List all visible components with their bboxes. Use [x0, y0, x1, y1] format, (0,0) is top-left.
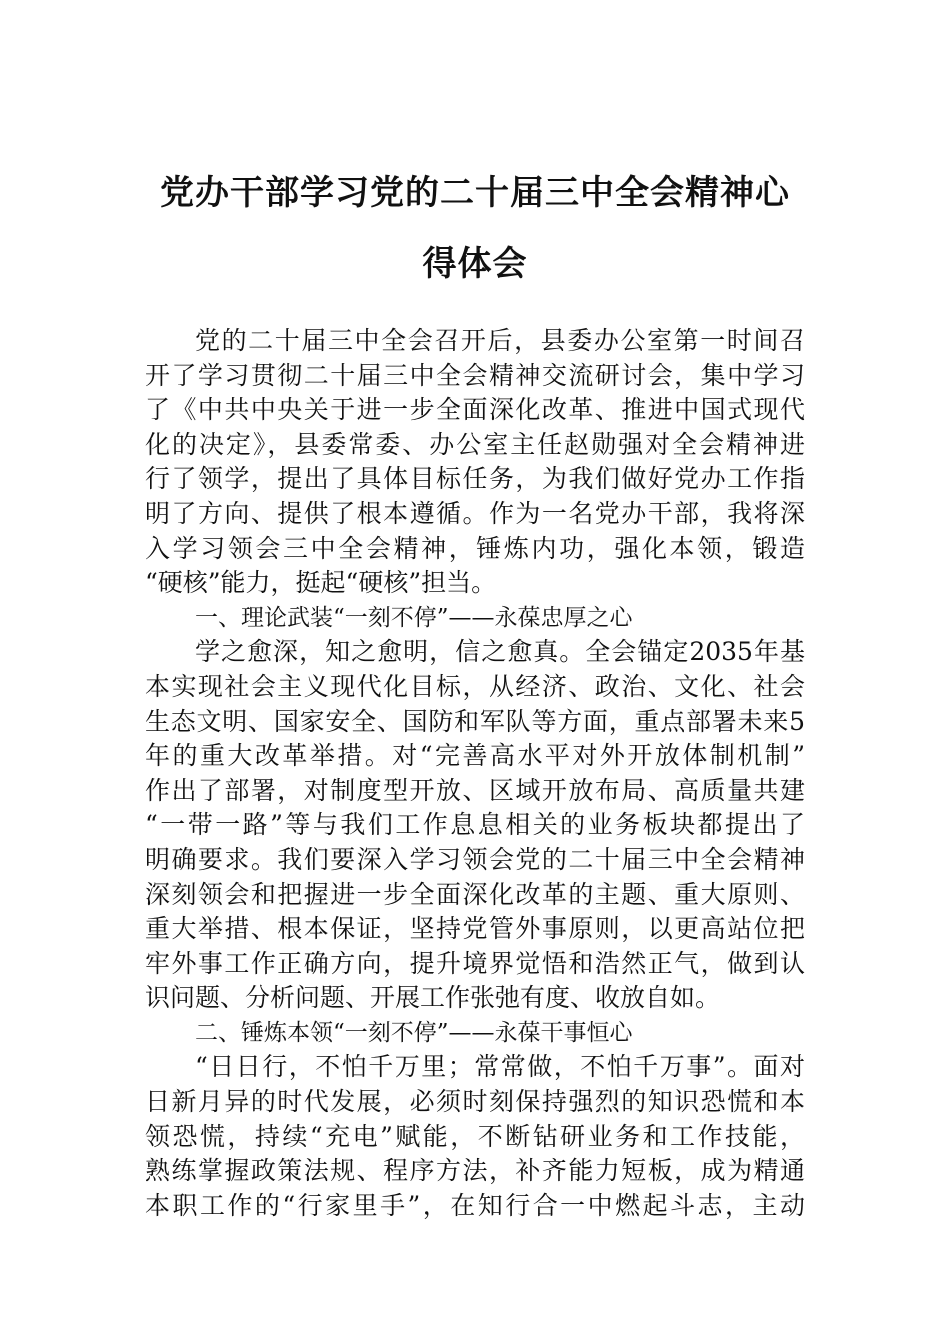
document-body	[145, 324, 805, 1223]
paragraph-3-line: 熟练掌握政策法规、程序方法，补齐能力短板，成为精通	[145, 1156, 805, 1186]
paragraph-2-line: “一带一路”等与我们工作息息相关的业务板块都提出了	[145, 810, 805, 840]
paragraph-2-line: 牢外事工作正确方向，提升境界觉悟和浩然正气，做到认	[145, 948, 805, 978]
paragraph-1-line: 党的二十届三中全会召开后，县委办公室第一时间召	[195, 326, 805, 355]
paragraph-2-line: 明确要求。我们要深入学习领会党的二十届三中全会精神	[145, 844, 805, 874]
paragraph-3-line: 本职工作的“行家里手”，在知行合一中燃起斗志，主动	[145, 1190, 805, 1220]
paragraph-2-line: 作出了部署，对制度型开放、区域开放布局、高质量共建	[145, 775, 805, 805]
paragraph-1-line: 行了领学，提出了具体目标任务，为我们做好党办工作指	[145, 464, 805, 494]
document-title-line-2: 得体会	[422, 244, 528, 284]
paragraph-2-line: 重大举措、根本保证，坚持党管外事原则，以更高站位把	[145, 914, 805, 944]
paragraph-3-line: “日日行，不怕千万里；常常做，不怕千万事”。面对	[195, 1052, 805, 1082]
paragraph-1-line: 化的决定》，县委常委、办公室主任赵勋强对全会精神进	[145, 429, 805, 459]
paragraph-2-line: 学之愈深，知之愈明，信之愈真。全会锚定2035年基	[195, 637, 805, 667]
paragraph-1-line: 了《中共中央关于进一步全面深化改革、推进中国式现代	[145, 395, 805, 425]
section-heading-2: 二、锤炼本领“一刻不停”——永葆干事恒心	[195, 1019, 633, 1046]
paragraph-2-line: 深刻领会和把握进一步全面深化改革的主题、重大原则、	[145, 879, 805, 909]
paragraph-1-line: 开了学习贯彻二十届三中全会精神交流研讨会，集中学习	[145, 360, 805, 390]
paragraph-2-line: 年的重大改革举措。对“完善高水平对外开放体制机制”	[145, 741, 805, 771]
document-title-line-1: 党办干部学习党的二十届三中全会精神心	[160, 173, 790, 213]
paragraph-2-line: 生态文明、国家安全、国防和军队等方面，重点部署未来5	[145, 706, 805, 736]
paragraph-1-line: 入学习领会三中全会精神，锤炼内功，强化本领，锻造	[145, 533, 805, 563]
section-heading-1: 一、理论武装“一刻不停”——永葆忠厚之心	[195, 604, 633, 631]
paragraph-3-line: 领恐慌，持续“充电”赋能，不断钻研业务和工作技能，	[145, 1121, 805, 1151]
paragraph-2-line: 识问题、分析问题、开展工作张弛有度、收放自如。	[145, 983, 721, 1013]
paragraph-1-line: “硬核”能力，挺起“硬核”担当。	[145, 568, 497, 598]
paragraph-2-line: 本实现社会主义现代化目标，从经济、政治、文化、社会	[145, 671, 805, 701]
paragraph-1-line: 明了方向、提供了根本遵循。作为一名党办干部，我将深	[145, 498, 805, 528]
paragraph-3-line: 日新月异的时代发展，必须时刻保持强烈的知识恐慌和本	[145, 1087, 805, 1117]
